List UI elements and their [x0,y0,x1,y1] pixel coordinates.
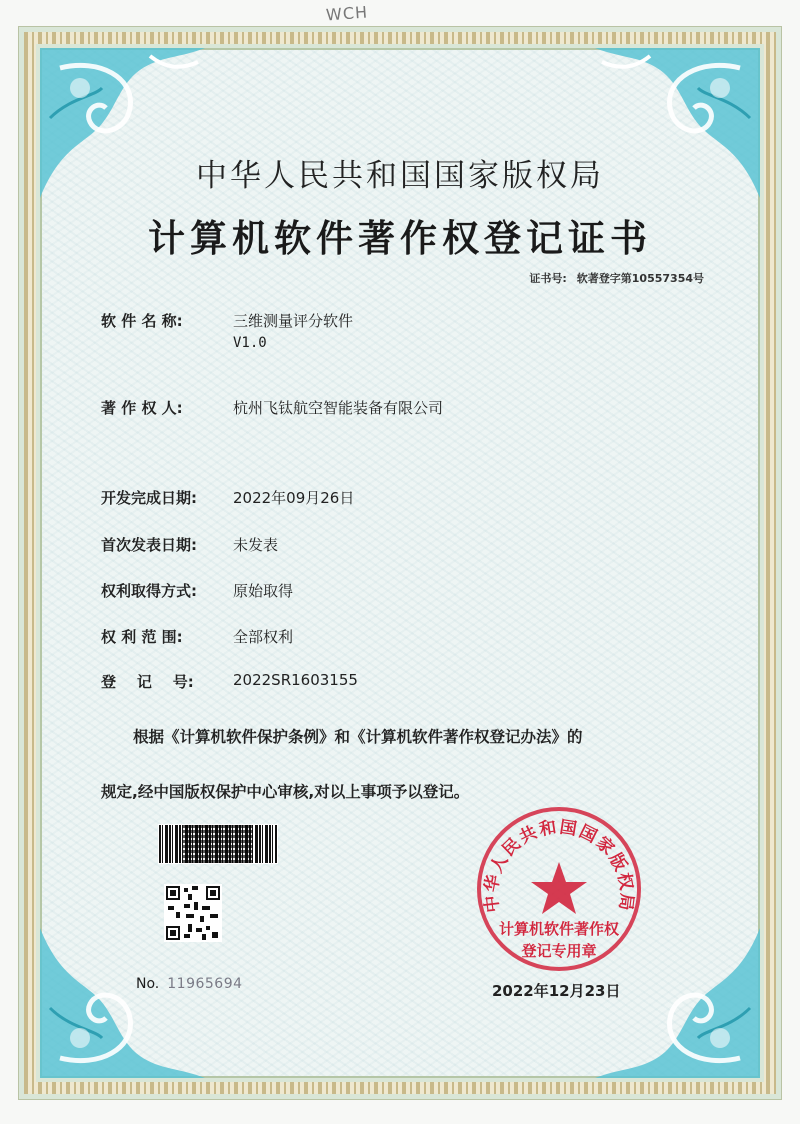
field-value: 原始取得 [233,582,294,600]
field-acquisition-method [101,580,293,601]
barcode [158,824,278,864]
seal-inner-line-2: 登记专用章 [521,942,597,960]
field-value: 杭州飞钛航空智能装备有限公司 [233,399,444,417]
field-first-publication-date [101,534,278,555]
certificate-number-value: 软著登字第10557354号 [576,272,704,285]
issuer-heading: 中华人民共和国国家版权局 [196,158,604,194]
barcode-pattern [183,825,253,863]
field-label: 权利取得方式: [101,582,197,600]
field-label: 开发完成日期: [101,489,197,507]
field-label: 软 件 名 称: [101,312,183,330]
field-completion-date [101,487,354,508]
serial-value: 11965694 [167,976,243,992]
corner-ornament-bottom-left [40,928,205,1078]
field-label: 权 利 范 围: [101,628,183,646]
certificate-number [529,270,704,286]
guilloche-background [40,48,760,1078]
field-value: 全部权利 [233,628,294,646]
field-registration-number [101,671,358,692]
seal-ring-label: 中华人民共和国国家版权局 [481,817,637,914]
qr-code [164,884,222,942]
certificate-number-label: 证书号: [529,272,567,285]
field-label: 首次发表日期: [101,536,197,554]
field-value: 2022SR1603155 [233,671,358,689]
field-label: 著 作 权 人: [101,399,183,417]
field-rights-scope [101,626,293,647]
serial-number [136,976,243,992]
issue-date: 2022年12月23日 [492,982,621,1000]
seal-inner-line-1: 计算机软件著作权 [498,920,619,938]
statement-line-2: 规定,经中国版权保护中心审核,对以上事项予以登记。 [101,783,470,801]
handwritten-note: WCH [325,2,369,25]
serial-label: No. [136,976,160,992]
field-software-name [101,310,353,351]
certificate-title: 计算机软件著作权登记证书 [148,216,652,260]
field-label: 登 记 号: [101,673,194,691]
field-value: 未发表 [233,536,279,554]
svg-text:中华人民共和国国家版权局 [480,817,637,913]
field-value: 三维测量评分软件 [233,312,354,330]
field-value: 2022年09月26日 [233,489,355,507]
statement-line-1: 根据《计算机软件保护条例》和《计算机软件著作权登记办法》的 [133,728,583,746]
field-copyright-owner [101,397,443,418]
software-version: V1.0 [233,335,267,351]
